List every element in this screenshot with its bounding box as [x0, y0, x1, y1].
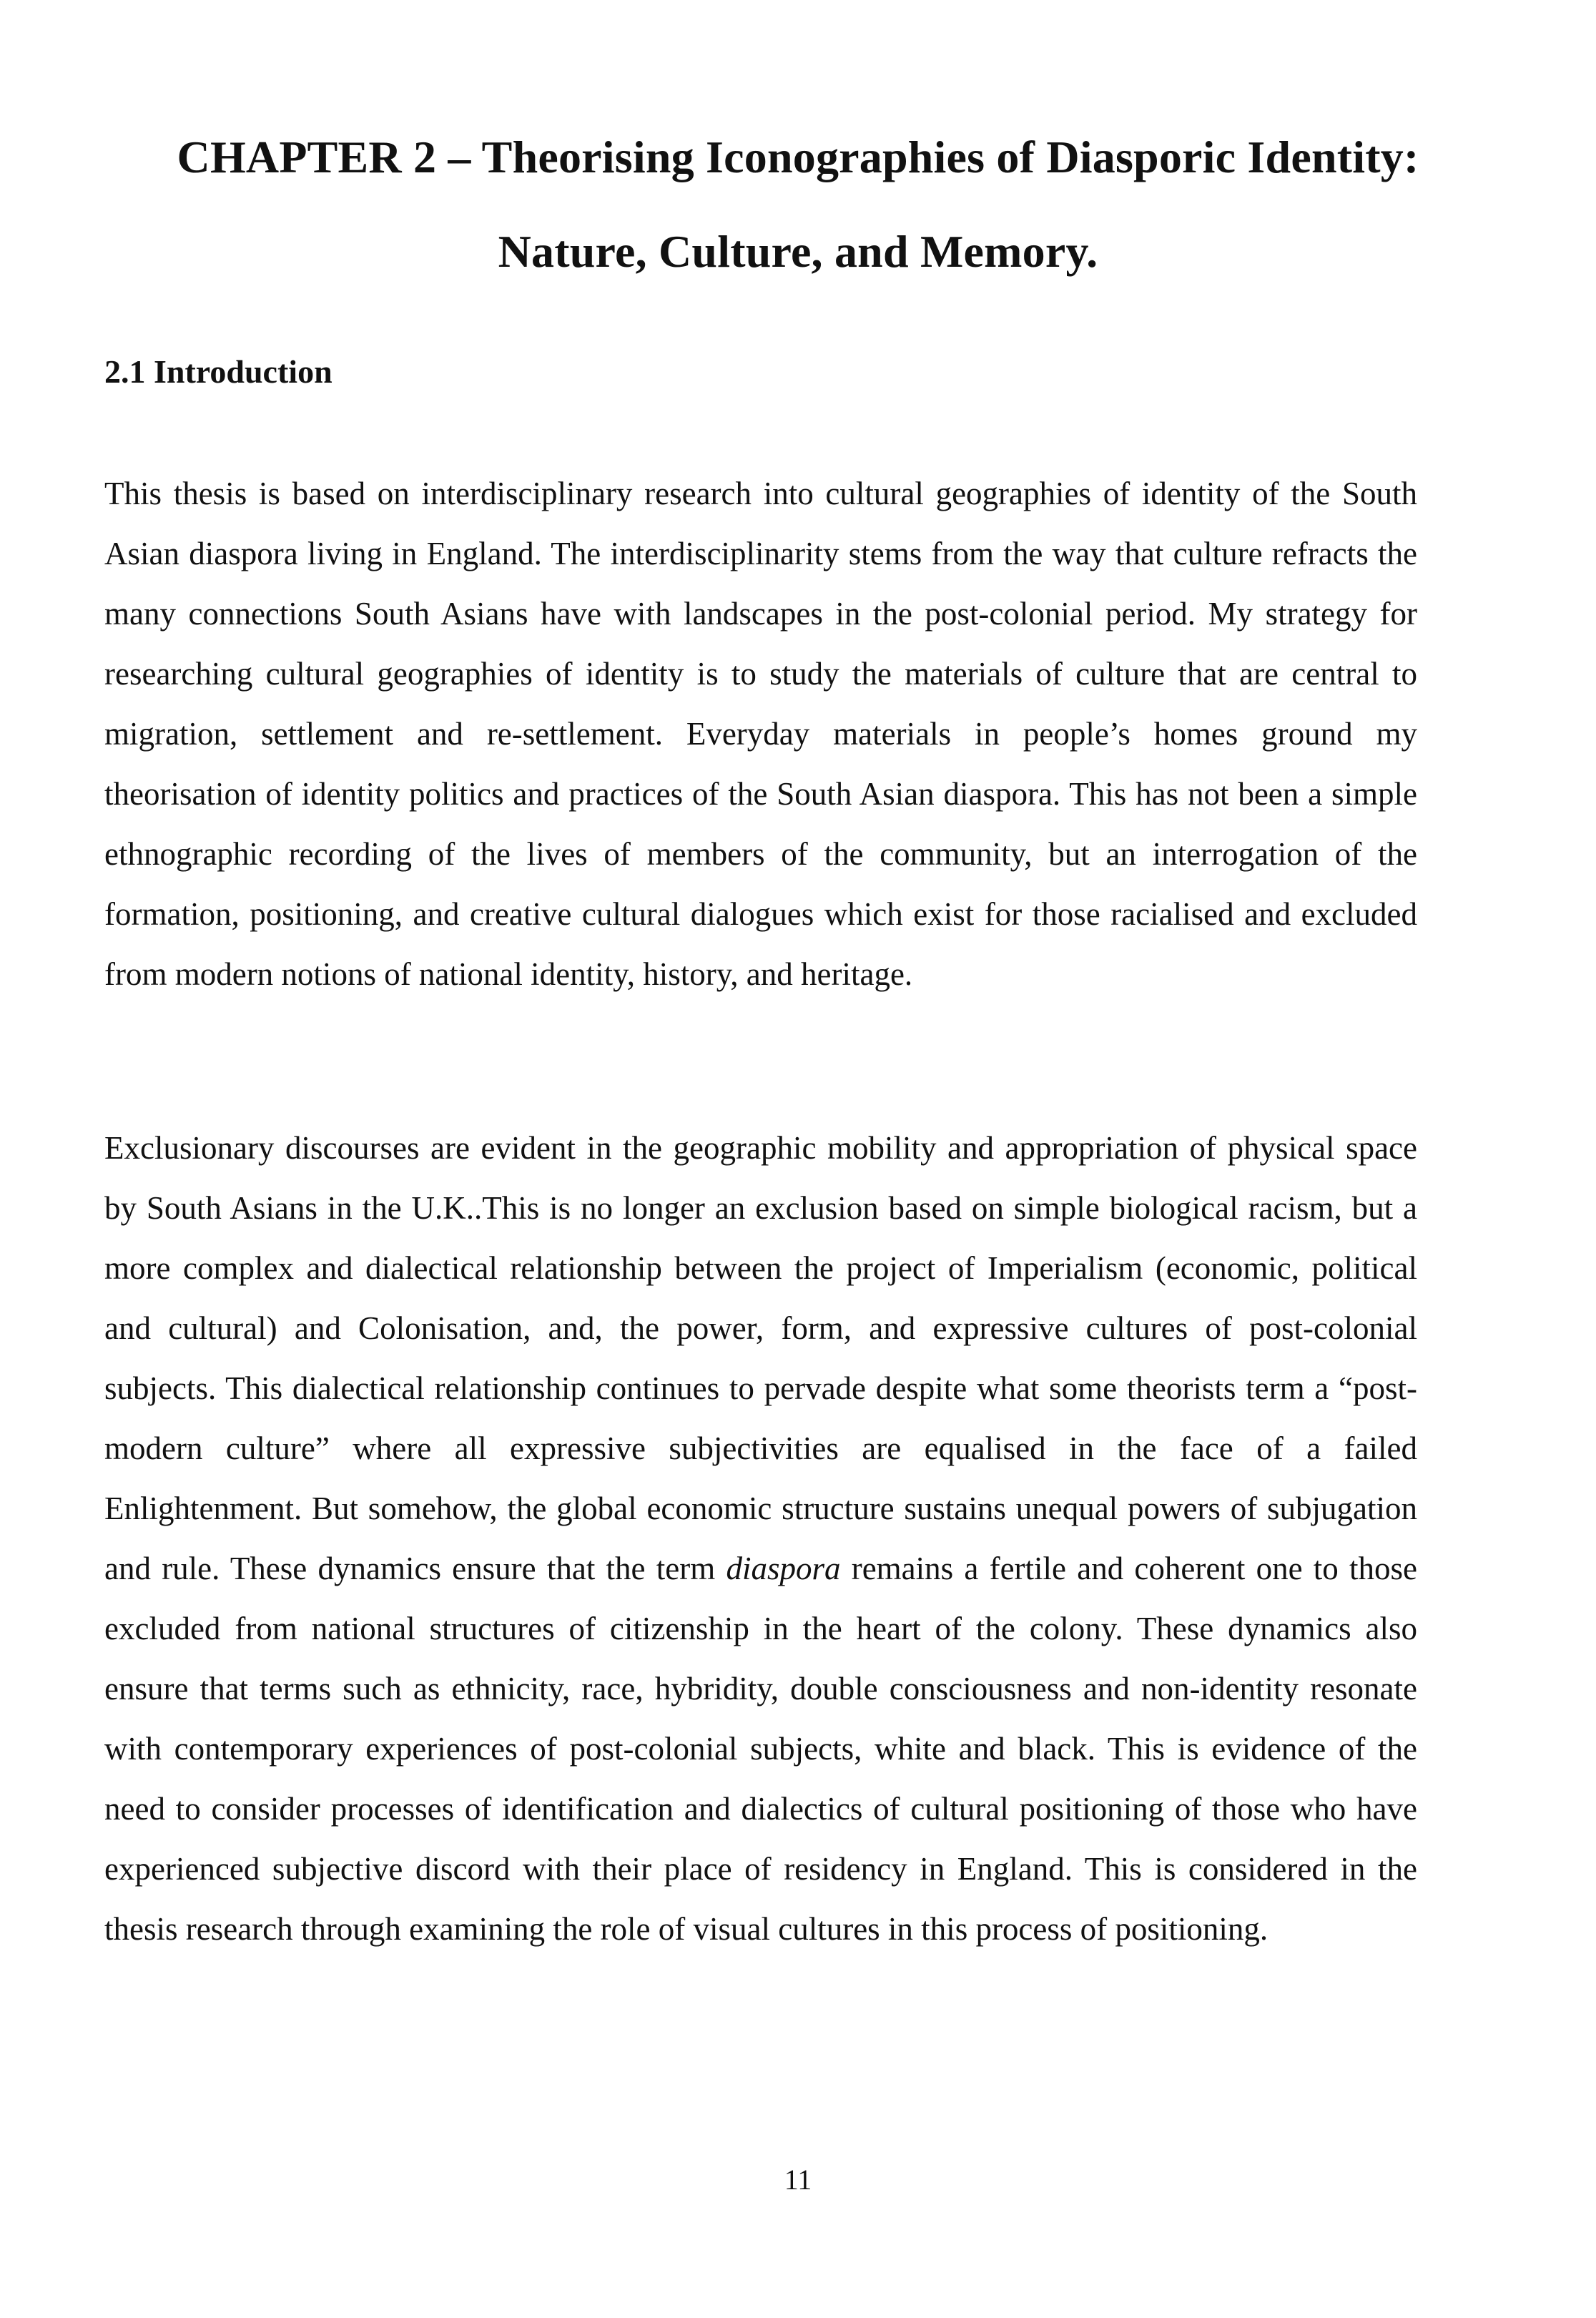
paragraph-2: [104, 1118, 1417, 1959]
italic-term: diaspora: [726, 1551, 841, 1586]
section-heading: 2.1 Introduction: [104, 353, 332, 390]
page-number: 11: [784, 2164, 812, 2196]
chapter-title-line-2: Nature, Culture, and Memory.: [498, 226, 1098, 277]
chapter-title-line-1: CHAPTER 2 – Theorising Iconographies of Diasporic Identity:: [177, 132, 1419, 182]
paragraph-1: This thesis is based on interdisciplinary research into cultural geographies of identity of the South Asian diaspora living in England. The interdisciplinarity stems from the way that culture refracts the many connections South Asians have with landscapes in the post-colonial period. My strategy for researching cultural geographies of identity is to study the materials of culture that are central to migration, settlement and re-settlement. Everyday materials in people’s homes ground my theorisation of identity politics and practices of the South Asian diaspora. This has not been a simple ethnographic recording of the lives of members of the community, but an interrogation of the formation, positioning, and creative cultural dialogues which exist for those racialised and excluded from modern notions of national identity, history, and heritage.: [104, 476, 1417, 992]
paragraph-2-part-2: remains a fertile and coherent one to those excluded from national structures of citizenship in the heart of the colony. These dynamics also ensure that terms such as ethnicity, race, hybridity, double consciousness and non-identity resonate with contemporary experiences of post-colonial subjects, white and black. This is evidence of the need to consider processes of identification and dialectics of cultural positioning of those who have experienced subjective discord with their place of residency in England. This is considered in the thesis research through examining the role of visual cultures in this process of positioning.: [104, 1551, 1417, 1947]
paragraph-2-part-1: Exclusionary discourses are evident in the geographic mobility and appropriation of physical space by South Asians in the U.K..This is no longer an exclusion based on simple biological racism, but a more complex and dialectical relationship between the project of Imperialism (economic, political and cultural) and Colonisation, and, the power, form, and expressive cultures of post-colonial subjects. This dialectical relationship continues to pervade despite what some theorists term a “post-modern culture” where all expressive subjectivities are equalised in the face of a failed Enlightenment. But somehow, the global economic structure sustains unequal powers of subjugation and rule. These dynamics ensure that the term: [104, 1130, 1417, 1586]
